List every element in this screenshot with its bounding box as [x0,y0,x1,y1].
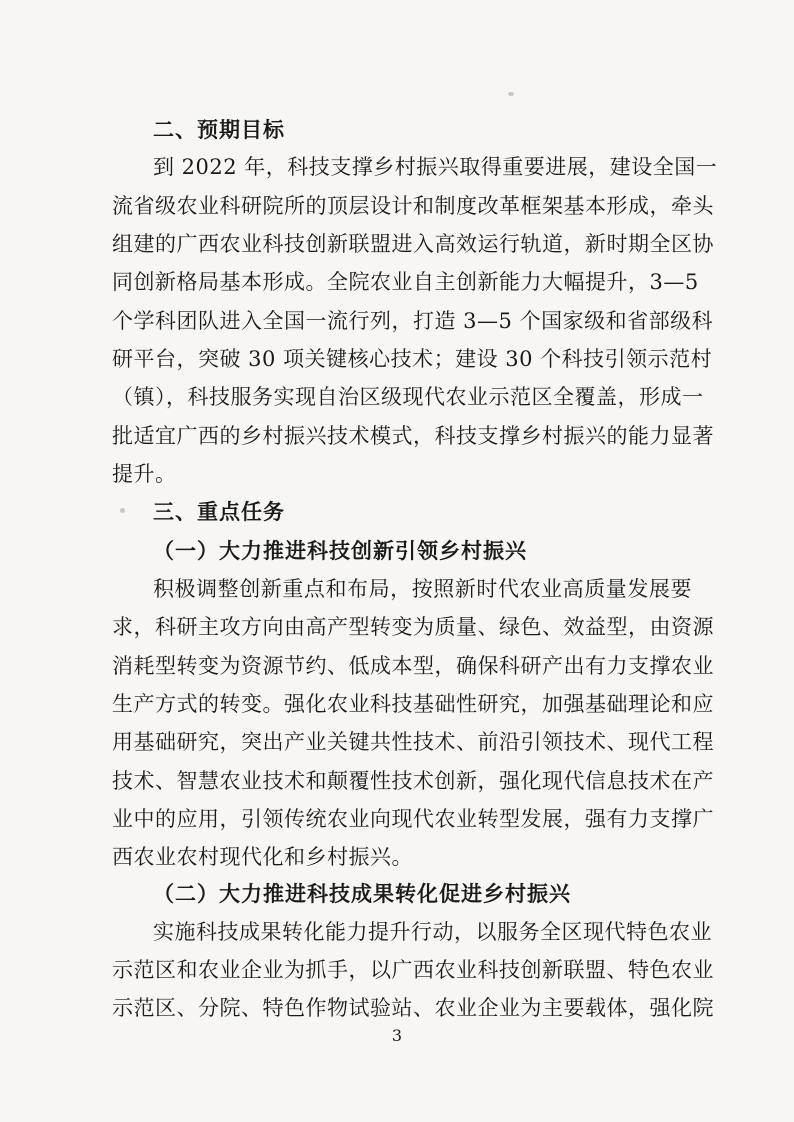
paragraph-line: 积极调整创新重点和布局，按照新时代农业高质量发展要 [153,577,692,601]
paragraph-line: 流省级农业科研院所的顶层设计和制度改革框架基本形成，牵头 [112,194,714,218]
paragraph-line: 消耗型转变为资源节约、低成本型，确保科研产出有力支撑农业 [112,654,714,678]
paragraph-line: 用基础研究，突出产业关键共性技术、前沿引领技术、现代工程 [112,730,714,754]
subsection-heading-tech-innovation: （一）大力推进科技创新引领乡村振兴 [153,538,527,563]
section-heading-key-tasks: 三、重点任务 [153,500,285,524]
subsection-heading-achievement-transfer: （二）大力推进科技成果转化促进乡村振兴 [153,881,571,906]
paragraph-line: 组建的广西农业科技创新联盟进入高效运行轨道，新时期全区协 [112,232,714,256]
paragraph-line: 同创新格局基本形成。全院农业自主创新能力大幅提升，3—5 [112,270,699,294]
paragraph-line: 实施科技成果转化能力提升行动，以服务全区现代特色农业 [153,920,712,944]
paragraph-line: 技术、智慧农业技术和颠覆性技术创新，强化现代信息技术在产 [112,769,714,793]
scan-speck [508,92,514,96]
paragraph-line: 业中的应用，引领传统农业向现代农业转型发展，强有力支撑广 [112,807,714,831]
paragraph-line: （镇），科技服务实现自治区级现代农业示范区全覆盖，形成一 [112,385,704,409]
section-heading-expected-goals: 二、预期目标 [153,118,285,142]
paragraph-line: 批适宜广西的乡村振兴技术模式，科技支撑乡村振兴的能力显著 [112,424,714,448]
page-number: 3 [391,1026,403,1045]
scan-speck [120,508,125,513]
paragraph-line: 到 2022 年，科技支撑乡村振兴取得重要进展，建设全国一 [153,155,718,179]
paragraph-line: 提升。 [112,462,177,486]
paragraph-line: 西农业农村现代化和乡村振兴。 [112,845,413,869]
paragraph-line: 个学科团队进入全国一流行列，打造 3—5 个国家级和省部级科 [112,309,714,333]
paragraph-line: 求，科研主攻方向由高产型转变为质量、绿色、效益型，由资源 [112,615,714,639]
paragraph-line: 生产方式的转变。强化农业科技基础性研究，加强基础理论和应 [112,692,714,716]
paragraph-line: 示范区和农业企业为抓手，以广西农业科技创新联盟、特色农业 [112,958,714,982]
paragraph-line: 示范区、分院、特色作物试验站、农业企业为主要载体，强化院 [112,996,714,1020]
paragraph-line: 研平台，突破 30 项关键核心技术；建设 30 个科技引领示范村 [112,347,713,371]
